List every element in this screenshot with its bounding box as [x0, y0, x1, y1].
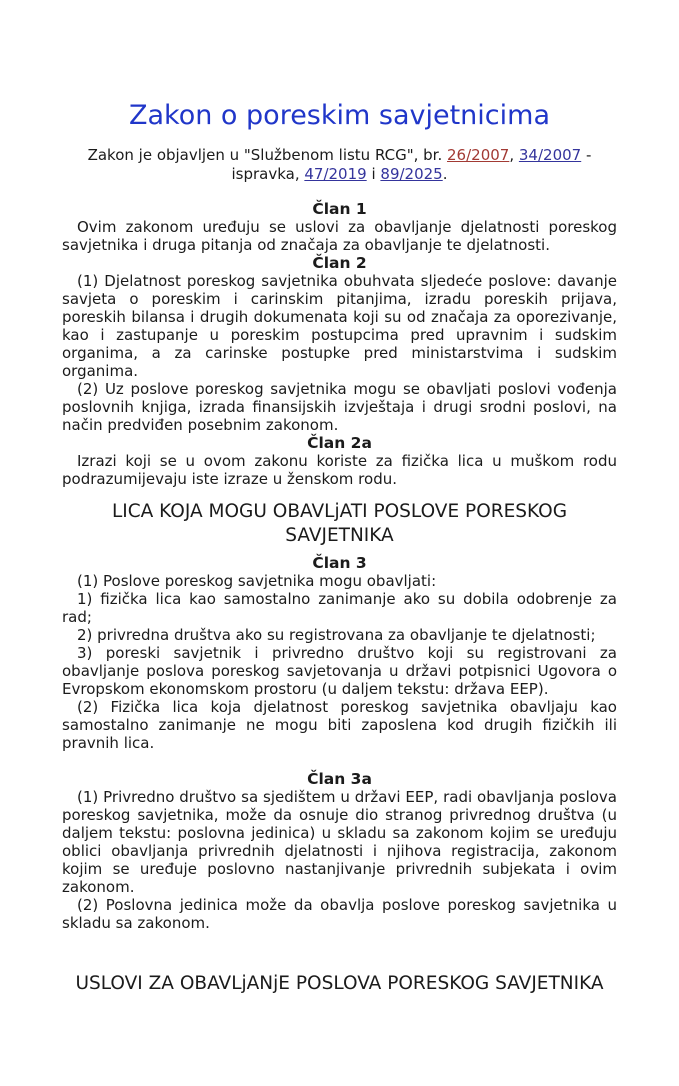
article-paragraph: (2) Uz poslove poreskog savjetnika mogu se obavljati poslovi vođenja poslovnih knjiga, izrada finansijskih izvještaja i drugi srodni poslovi, na način predviđen posebnim zakonom.: [62, 380, 617, 434]
gazette-link-34-2007[interactable]: 34/2007: [518, 146, 582, 164]
article-paragraph: (2) Fizička lica koja djelatnost poreskog savjetnika obavljaju kao samostalno zanimanje ne mogu biti zaposlena kod drugih fizičkih ili pravnih lica.: [62, 698, 617, 752]
publication-separator: ,: [509, 146, 519, 164]
article-paragraph: (1) Djelatnost poreskog savjetnika obuhvata sljedeće poslove: davanje savjeta o poreskim i carinskim pitanjima, izradu poreskih prijava, poreskih bilansa i drugih dokumenata koji su od značaja za oporezivanje, kao i zastupanje u poreskim postupcima pred upravnim i sudskim organima, a za carinske postupke pred ministarstvima i sudskim organima.: [62, 272, 617, 380]
article-heading-clan-3: Član 3: [312, 554, 367, 572]
publication-text-before: Zakon je objavljen u "Službenom listu RCG", br.: [87, 146, 448, 164]
publication-separator: - ispravka,: [231, 146, 592, 183]
gazette-link-47-2019[interactable]: 47/2019: [304, 165, 367, 183]
article-paragraph: (2) Poslovna jedinica može da obavlja poslove poreskog savjetnika u skladu sa zakonom.: [62, 896, 617, 932]
article-paragraph: Izrazi koji se u ovom zakonu koriste za fizička lica u muškom rodu podrazumijevaju iste izraze u ženskom rodu.: [62, 452, 617, 488]
publication-note: [62, 146, 617, 184]
article-heading-clan-2a: Član 2a: [307, 434, 372, 452]
article-paragraph: Ovim zakonom uređuju se uslovi za obavljanje djelatnosti poreskog savjetnika i druga pitanja od značaja za obavljanje te djelatnosti.: [62, 218, 617, 254]
section-heading-uslovi: USLOVI ZA OBAVLjANjE POSLOVA PORESKOG SAVJETNIKA: [75, 973, 604, 994]
page-title: Zakon o poreskim savjetnicima: [129, 100, 550, 131]
article-list-item: 2) privredna društva ako su registrovana za obavljanje te djelatnosti;: [77, 626, 596, 644]
article-heading-clan-2: Član 2: [312, 254, 367, 272]
article-paragraph: (1) Privredno društvo sa sjedištem u državi EEP, radi obavljanja poslova poreskog savjetnika, može da osnuje dio stranog privrednog društva (u daljem tekstu: poslovna jedinica) u skladu sa zakonom kojim se uređuju oblici obavljanja privrednih djelatnosti i njihova registracija, zakonom kojim se uređuje poslovno nastanjivanje privrednih subjekata i ovim zakonom.: [62, 788, 617, 896]
article-heading-clan-1: Član 1: [312, 200, 367, 218]
article-list-item: 3) poreski savjetnik i privredno društvo koji su registrovani za obavljanje poslova poreskog savjetovanja u državi potpisnici Ugovora o Evropskom ekonomskom prostoru (u daljem tekstu: država EEP).: [62, 644, 617, 698]
article-paragraph: (1) Poslove poreskog savjetnika mogu obavljati:: [77, 572, 437, 590]
gazette-link-89-2025[interactable]: 89/2025: [380, 165, 443, 183]
article-list-item: 1) fizička lica kao samostalno zanimanje ako su dobila odobrenje za rad;: [62, 590, 617, 626]
publication-separator: i: [366, 165, 381, 183]
publication-suffix: .: [442, 165, 448, 183]
article-heading-clan-3a: Član 3a: [307, 770, 372, 788]
section-heading-lica: LICA KOJA MOGU OBAVLjATI POSLOVE PORESKOG SAVJETNIKA: [111, 501, 568, 546]
gazette-link-26-2007[interactable]: 26/2007: [447, 146, 510, 164]
